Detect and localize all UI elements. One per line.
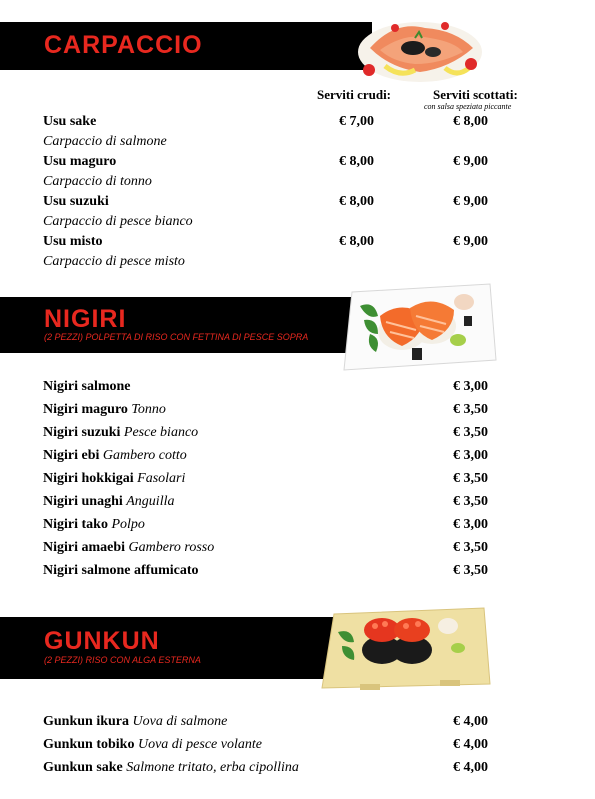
nigiri-header-band xyxy=(0,297,356,353)
item-name: Nigiri salmone xyxy=(43,379,131,394)
item-name: Usu maguro xyxy=(43,154,117,169)
menu-item xyxy=(43,517,503,537)
item-price: € 3,50 xyxy=(453,471,488,486)
menu-item xyxy=(43,540,503,560)
price-seared: € 9,00 xyxy=(453,194,488,209)
column-note-seared: con salsa speziata piccante xyxy=(424,102,512,111)
price-raw: € 8,00 xyxy=(339,234,374,249)
price-raw: € 8,00 xyxy=(339,194,374,209)
section-subtitle-gunkun: (2 PEZZI) RISO CON ALGA ESTERNA xyxy=(44,655,201,665)
item-name: Nigiri unaghi Anguilla xyxy=(43,494,175,509)
menu-item xyxy=(43,154,503,174)
menu-item xyxy=(43,234,503,254)
item-name: Usu sake xyxy=(43,114,97,129)
item-name: Gunkun sake Salmone tritato, erba cipollina xyxy=(43,760,299,775)
item-name: Usu misto xyxy=(43,234,103,249)
item-price: € 3,50 xyxy=(453,494,488,509)
item-name: Nigiri maguro Tonno xyxy=(43,402,166,417)
item-description: Carpaccio di tonno xyxy=(43,174,152,189)
price-seared: € 8,00 xyxy=(453,114,488,129)
menu-item xyxy=(43,448,503,468)
price-raw: € 8,00 xyxy=(339,154,374,169)
item-name: Nigiri suzuki Pesce bianco xyxy=(43,425,199,440)
gunkun-photo xyxy=(320,600,492,692)
menu-item xyxy=(43,471,503,491)
section-subtitle-nigiri: (2 PEZZI) POLPETTA DI RISO CON FETTINA DI PESCE SOPRA xyxy=(44,332,309,342)
item-description-row xyxy=(43,134,503,154)
item-price: € 4,00 xyxy=(453,737,488,752)
item-name: Nigiri hokkigai Fasolari xyxy=(43,471,186,486)
item-name: Gunkun ikura Uova di salmone xyxy=(43,714,228,729)
menu-item xyxy=(43,714,503,734)
item-price: € 3,00 xyxy=(453,379,488,394)
item-price: € 4,00 xyxy=(453,760,488,775)
item-name: Nigiri salmone affumicato xyxy=(43,563,199,578)
item-name: Nigiri amaebi Gambero rosso xyxy=(43,540,215,555)
item-price: € 3,50 xyxy=(453,402,488,417)
item-description: Carpaccio di pesce bianco xyxy=(43,214,193,229)
carpaccio-header-band xyxy=(0,22,372,70)
item-name: Usu suzuki xyxy=(43,194,109,209)
price-seared: € 9,00 xyxy=(453,234,488,249)
item-price: € 3,50 xyxy=(453,425,488,440)
item-name: Gunkun tobiko Uova di pesce volante xyxy=(43,737,262,752)
menu-item xyxy=(43,563,503,583)
menu-item xyxy=(43,379,503,399)
nigiri-photo xyxy=(340,280,498,372)
item-description-row xyxy=(43,174,503,194)
item-name: Nigiri ebi Gambero cotto xyxy=(43,448,187,463)
section-title-carpaccio: CARPACCIO xyxy=(44,31,203,59)
section-title-gunkun: GUNKUN xyxy=(44,627,160,655)
item-price: € 3,00 xyxy=(453,517,488,532)
menu-item xyxy=(43,425,503,445)
menu-item xyxy=(43,760,503,780)
column-header-raw: Serviti crudi: xyxy=(317,87,392,102)
column-header-seared: Serviti scottati: xyxy=(433,87,518,102)
section-title-nigiri: NIGIRI xyxy=(44,305,127,333)
price-seared: € 9,00 xyxy=(453,154,488,169)
item-price: € 3,00 xyxy=(453,448,488,463)
item-name: Nigiri tako Polpo xyxy=(43,517,145,532)
item-price: € 4,00 xyxy=(453,714,488,729)
menu-item xyxy=(43,402,503,422)
menu-item xyxy=(43,494,503,514)
carpaccio-photo xyxy=(355,8,485,88)
item-description-row xyxy=(43,214,503,234)
gunkun-header-band xyxy=(0,617,338,679)
menu-item xyxy=(43,194,503,214)
menu-item xyxy=(43,737,503,757)
item-description: Carpaccio di salmone xyxy=(43,134,167,149)
item-price: € 3,50 xyxy=(453,563,488,578)
price-raw: € 7,00 xyxy=(339,114,374,129)
item-description: Carpaccio di pesce misto xyxy=(43,254,185,269)
item-price: € 3,50 xyxy=(453,540,488,555)
menu-item xyxy=(43,114,503,134)
item-description-row xyxy=(43,254,503,274)
